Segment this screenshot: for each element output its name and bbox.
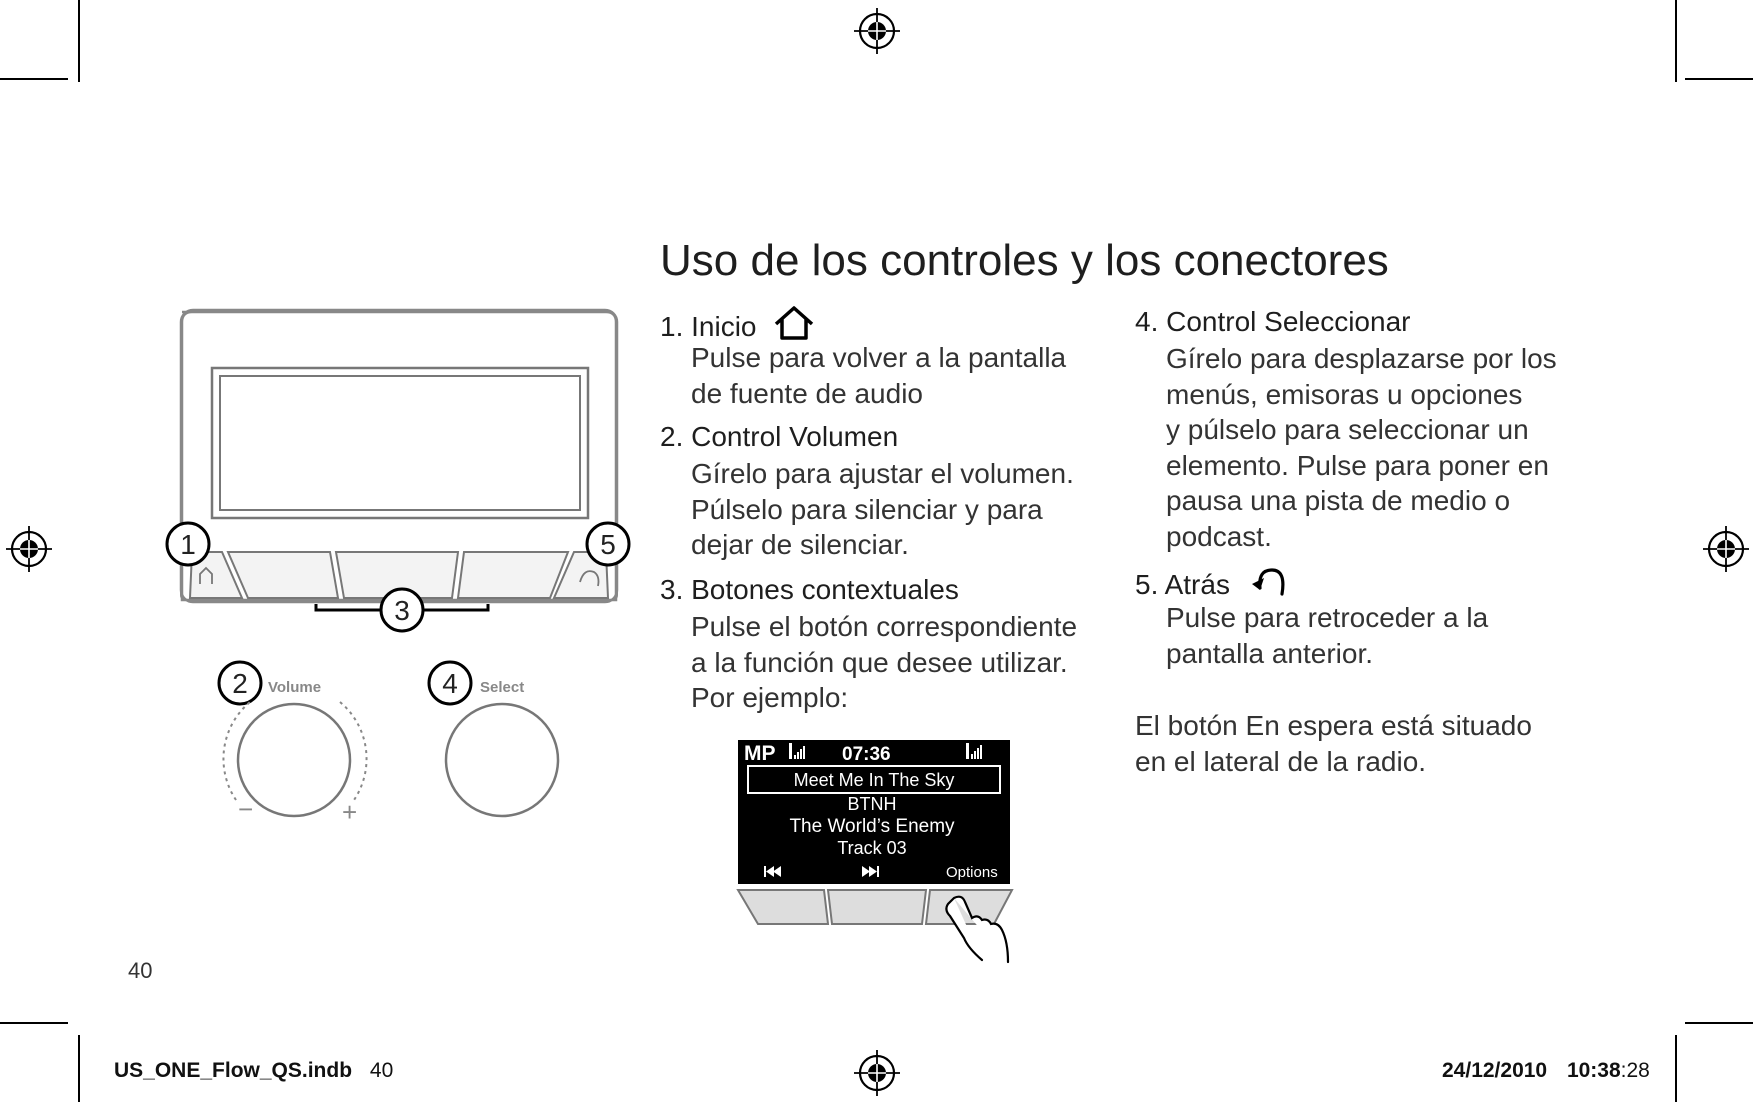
body-line: en el lateral de la radio. bbox=[1135, 745, 1427, 777]
body-line: menús, emisoras u opciones bbox=[1166, 378, 1523, 410]
screen-album: The World’s Enemy bbox=[789, 816, 955, 837]
body-line: y púlselo para seleccionar un bbox=[1166, 414, 1529, 445]
soft-button-middle bbox=[828, 890, 926, 924]
example-screen bbox=[736, 738, 1016, 964]
device-diagram bbox=[140, 300, 660, 830]
footer-datetime-group bbox=[1442, 1059, 1650, 1083]
footer-filename: US_ONE_Flow_QS.indb bbox=[114, 1059, 353, 1082]
body-line: Pulse para retroceder a la bbox=[1166, 602, 1489, 633]
soft-button-left bbox=[738, 890, 828, 924]
item-1-heading bbox=[660, 304, 816, 344]
body-line: de fuente de audio bbox=[691, 377, 923, 409]
body-line: Por ejemplo: bbox=[691, 682, 849, 713]
crop-mark bbox=[1675, 1035, 1677, 1102]
crop-mark bbox=[1675, 0, 1677, 82]
page-number: 40 bbox=[128, 958, 153, 983]
item-2-body bbox=[691, 456, 1074, 563]
callout-4: 4 bbox=[442, 668, 458, 699]
screen-mode: MP bbox=[744, 742, 776, 765]
body-line: Pulse para volver a la pantalla bbox=[691, 342, 1067, 373]
item-4-body bbox=[1166, 341, 1557, 554]
body-line: a la función que desee utilizar. bbox=[691, 646, 1068, 678]
volume-minus: − bbox=[238, 794, 254, 824]
screen-highlighted-item: Meet Me In The Sky bbox=[793, 770, 955, 790]
footer-time: 10:38 bbox=[1566, 1059, 1621, 1082]
registration-mark-top bbox=[852, 6, 902, 56]
item-3-heading: 3. Botones contextuales bbox=[660, 574, 959, 605]
crop-mark bbox=[78, 1035, 80, 1102]
screen-time: 07:36 bbox=[842, 744, 891, 765]
body-line: Pulse el botón correspondiente bbox=[691, 611, 1078, 642]
body-line: Púlselo para silenciar y para bbox=[691, 493, 1043, 525]
item-4-heading: 4. Control Seleccionar bbox=[1135, 306, 1411, 337]
volume-knob bbox=[238, 704, 350, 816]
soft-button-right bbox=[926, 890, 1012, 924]
screen-track: Track 03 bbox=[837, 838, 907, 858]
body-line: pantalla anterior. bbox=[1166, 637, 1374, 669]
callout-5: 5 bbox=[600, 529, 616, 560]
body-line: dejar de silenciar. bbox=[691, 529, 909, 560]
crop-mark bbox=[1685, 78, 1753, 80]
registration-mark-right bbox=[1701, 524, 1751, 574]
page-title: Uso de los controles y los conectores bbox=[660, 236, 1389, 285]
footer-file-page: 40 bbox=[369, 1059, 394, 1082]
screen-artist: BTNH bbox=[847, 794, 897, 814]
home-icon bbox=[772, 304, 816, 344]
item-3-body bbox=[691, 609, 1077, 716]
body-line: El botón En espera está situado bbox=[1135, 710, 1532, 741]
item-1-body bbox=[691, 340, 1066, 411]
standby-note bbox=[1135, 708, 1532, 779]
footer-date: 24/12/2010 bbox=[1442, 1059, 1548, 1082]
callout-3: 3 bbox=[394, 595, 410, 626]
footer-filename-group bbox=[114, 1059, 393, 1083]
crop-mark bbox=[78, 0, 80, 82]
context-button-right bbox=[458, 552, 568, 598]
screen-options: Options bbox=[946, 864, 998, 881]
body-line: Gírelo para ajustar el volumen. bbox=[691, 458, 1074, 489]
crop-mark bbox=[1685, 1022, 1753, 1024]
registration-mark-bottom bbox=[852, 1048, 902, 1098]
body-line: elemento. Pulse para poner en bbox=[1166, 449, 1549, 481]
volume-plus: + bbox=[342, 797, 358, 827]
registration-mark-left bbox=[4, 524, 54, 574]
body-line: pausa una pista de medio o bbox=[1166, 485, 1511, 516]
crop-mark bbox=[0, 78, 68, 80]
footer-seconds: :28 bbox=[1620, 1059, 1650, 1082]
item-2-heading: 2. Control Volumen bbox=[660, 421, 899, 452]
callout-1: 1 bbox=[180, 529, 196, 560]
select-label: Select bbox=[480, 679, 525, 696]
item-5-body bbox=[1166, 600, 1488, 671]
item-5-heading-text: 5. Atrás bbox=[1135, 569, 1230, 600]
volume-label: Volume bbox=[268, 679, 322, 696]
context-button-left bbox=[228, 552, 338, 598]
callout-2: 2 bbox=[232, 668, 248, 699]
body-line: Gírelo para desplazarse por los bbox=[1166, 343, 1557, 374]
item-5-heading bbox=[1135, 564, 1292, 602]
select-knob bbox=[446, 704, 558, 816]
crop-mark bbox=[0, 1022, 68, 1024]
body-line: podcast. bbox=[1166, 520, 1272, 552]
back-arrow-icon bbox=[1248, 564, 1292, 602]
item-1-heading-text: 1. Inicio bbox=[660, 311, 757, 342]
